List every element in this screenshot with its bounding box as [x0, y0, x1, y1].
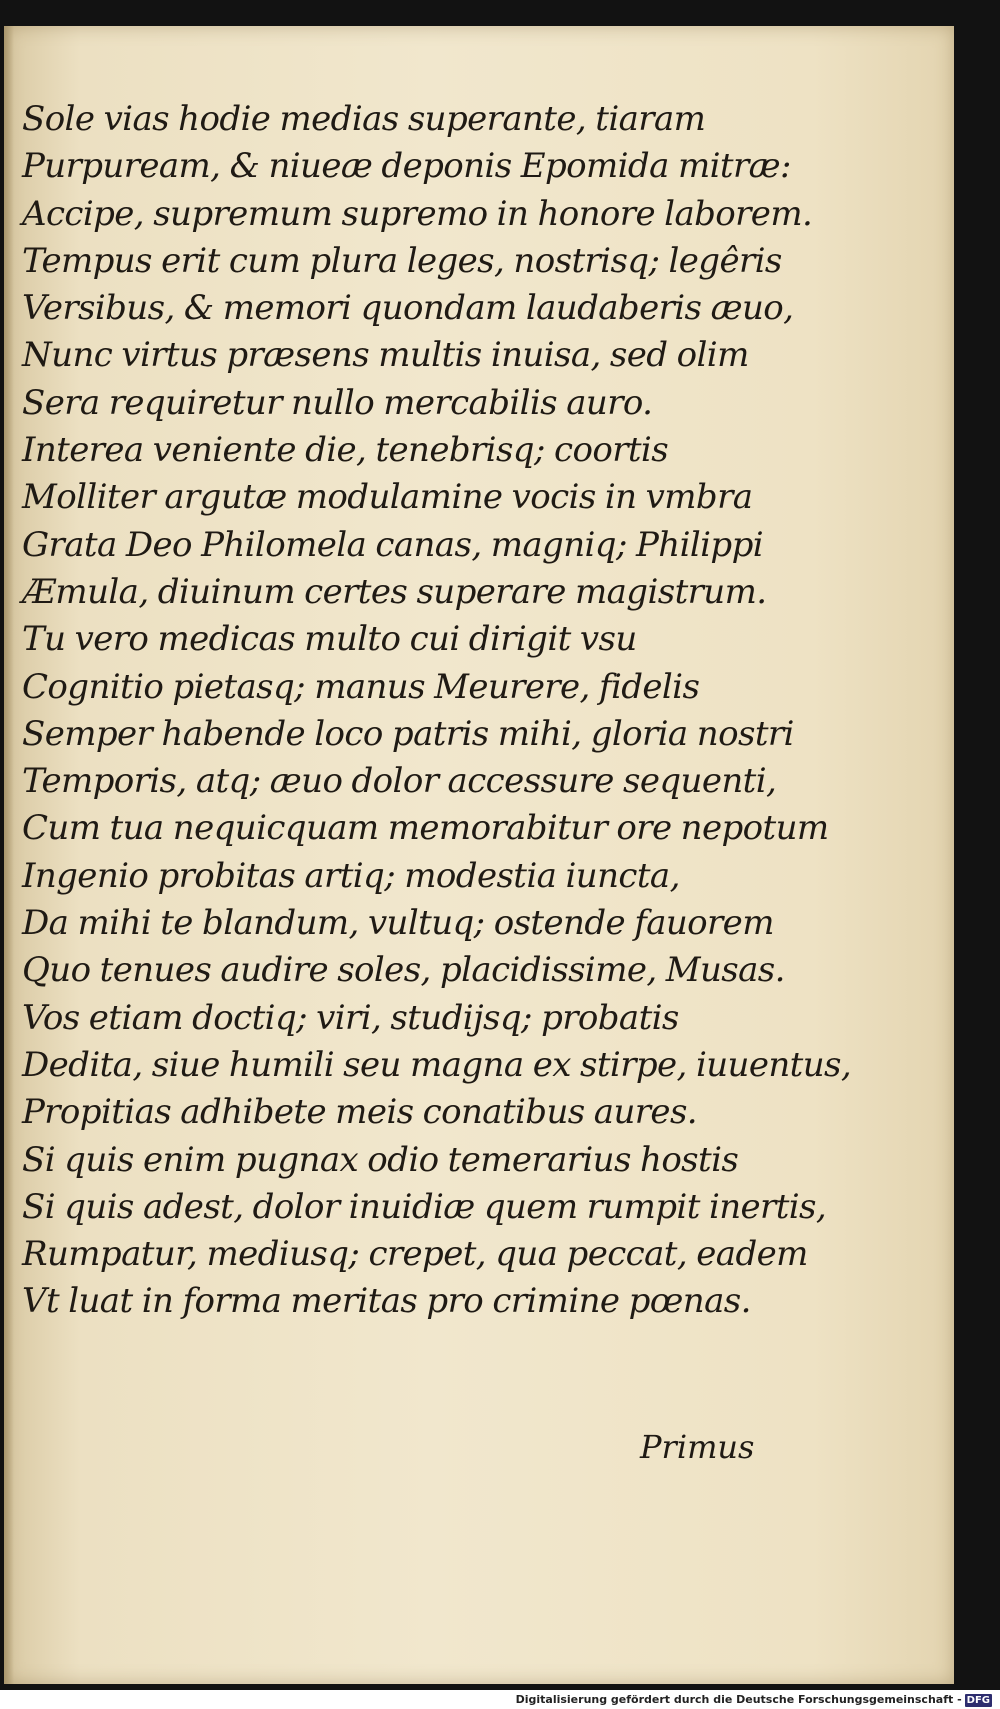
verse-line-19: Quo tenues audire soles, placidissime, Musas. — [22, 950, 785, 991]
verse-line-8: Interea veniente die, tenebrisq; coortis — [22, 430, 669, 471]
verse-line-12: Tu vero medicas multo cui dirigit vsu — [22, 619, 637, 660]
verse-line-25: Rumpatur, mediusq; crepet, qua peccat, eadem — [22, 1234, 808, 1275]
verse-line-26: Vt luat in forma meritas pro crimine pœnas. — [22, 1281, 751, 1322]
verse-line-24: Si quis adest, dolor inuidiæ quem rumpit inertis, — [22, 1186, 827, 1227]
verse-line-9: Molliter argutæ modulamine vocis in vmbra — [22, 477, 753, 518]
verse-line-10: Grata Deo Philomela canas, magniq; Philippi — [22, 524, 764, 565]
book-page — [4, 26, 954, 1684]
verse-line-20: Vos etiam doctiq; viri, studijsq; probatis — [22, 997, 679, 1038]
verse-line-21: Dedita, siue humili seu magna ex stirpe, iuuentus, — [22, 1044, 852, 1085]
verse-line-22: Propitias adhibete meis conatibus aures. — [22, 1092, 698, 1133]
credit-text: Digitalisierung gefördert durch die Deutsche Forschungsgemeinschaft - — [515, 1693, 962, 1706]
verse-line-13: Cognitio pietasq; manus Meurere, fidelis — [22, 666, 700, 707]
verse-text — [22, 96, 852, 1326]
verse-line-11: Æmula, diuinum certes superare magistrum. — [22, 571, 767, 612]
catchword: Primus — [640, 1428, 755, 1466]
verse-line-3: Accipe, supremum supremo in honore laborem. — [22, 193, 813, 234]
verse-line-16: Cum tua nequicquam memorabitur ore nepotum — [22, 808, 829, 849]
verse-line-4: Tempus erit cum plura leges, nostrisq; legêris — [22, 240, 782, 281]
verse-line-14: Semper habende loco patris mihi, gloria nostri — [22, 713, 794, 754]
verse-line-5: Versibus, & memori quondam laudaberis æuo, — [22, 288, 794, 329]
page-binding-shadow — [4, 26, 14, 1684]
verse-line-7: Sera requiretur nullo mercabilis auro. — [22, 382, 653, 423]
verse-line-1: Sole vias hodie medias superante, tiaram — [22, 99, 706, 139]
digitization-credit — [516, 1692, 992, 1707]
dfg-logo: DFG — [966, 1695, 990, 1706]
verse-line-15: Temporis, atq; æuo dolor accessure sequenti, — [22, 761, 777, 802]
verse-line-17: Ingenio probitas artiq; modestia iuncta, — [22, 855, 680, 896]
verse-line-18: Da mihi te blandum, vultuq; ostende fauorem — [22, 903, 774, 944]
verse-line-2: Purpuream, & niueæ deponis Epomida mitræ: — [22, 146, 791, 187]
verse-line-6: Nunc virtus præsens multis inuisa, sed olim — [22, 335, 749, 376]
verse-line-23: Si quis enim pugnax odio temerarius hostis — [22, 1139, 739, 1180]
